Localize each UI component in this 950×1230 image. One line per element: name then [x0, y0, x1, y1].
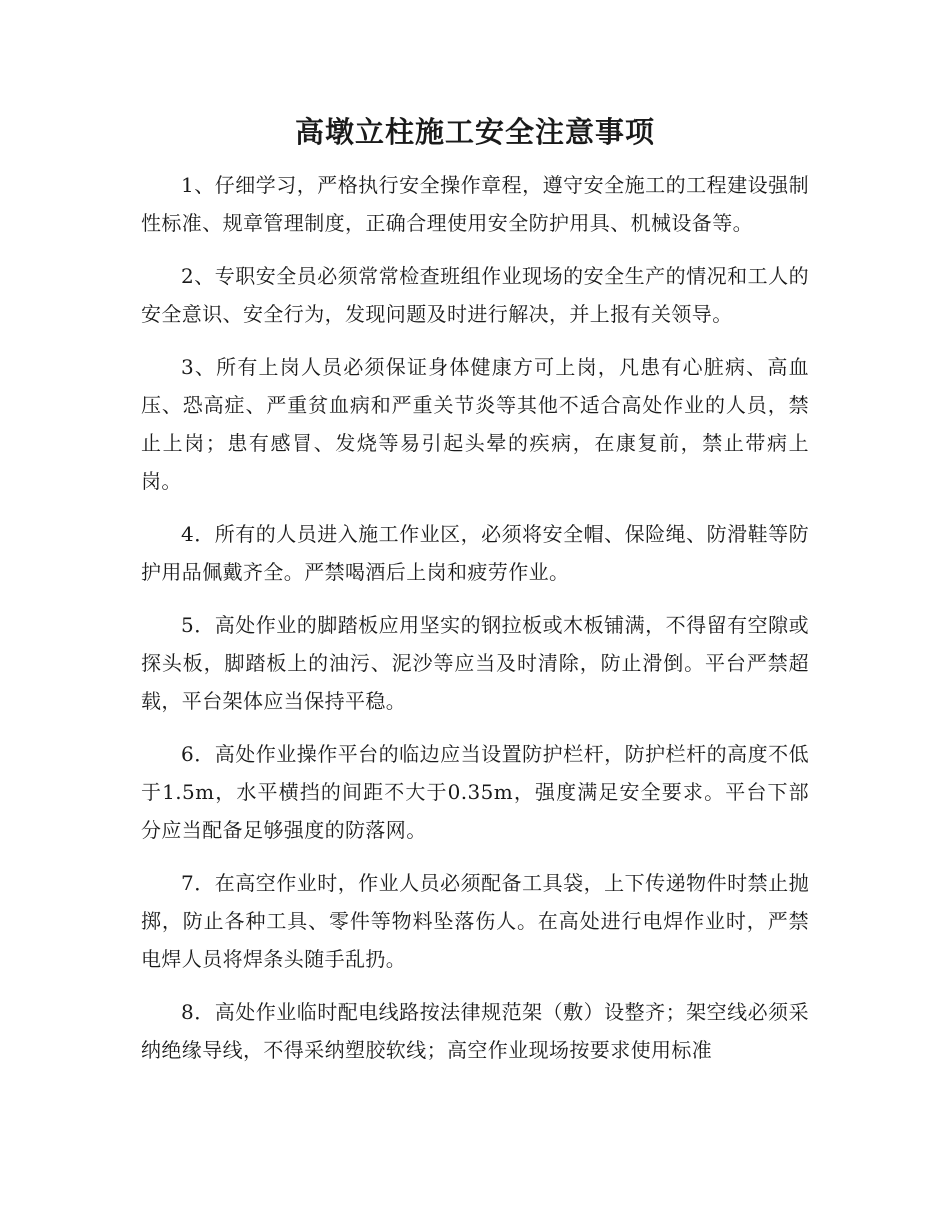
- paragraph-8: 8．高处作业临时配电线路按法律规范架（敷）设整齐；架空线必须采纳绝缘导线，不得采纳塑胶软线；高空作业现场按要求使用标准: [141, 1000, 809, 1062]
- paragraph-7: 7．在高空作业时，作业人员必须配备工具袋，上下传递物件时禁止抛掷，防止各种工具、零件等物料坠落伤人。在高处进行电焊作业时，严禁电焊人员将焊条头随手乱扔。: [141, 871, 809, 971]
- document-body: [141, 166, 809, 1084]
- paragraph-3: 3、所有上岗人员必须保证身体健康方可上岗，凡患有心脏病、高血压、恐高症、严重贫血病和严重关节炎等其他不适合高处作业的人员，禁止上岗；患有感冒、发烧等易引起头晕的疾病，在康复前，禁止带病上岗。: [141, 355, 809, 493]
- paragraph-2: 2、专职安全员必须常常检查班组作业现场的安全生产的情况和工人的安全意识、安全行为，发现问题及时进行解决，并上报有关领导。: [141, 264, 809, 326]
- paragraph-5: 5．高处作业的脚踏板应用坚实的钢拉板或木板铺满，不得留有空隙或探头板，脚踏板上的油污、泥沙等应当及时清除，防止滑倒。平台严禁超载，平台架体应当保持平稳。: [141, 613, 809, 713]
- paragraph-6: 6．高处作业操作平台的临边应当设置防护栏杆，防护栏杆的高度不低于1.5m，水平横挡的间距不大于0.35m，强度满足安全要求。平台下部分应当配备足够强度的防落网。: [141, 742, 809, 842]
- paragraph-1: 1、仔细学习，严格执行安全操作章程，遵守安全施工的工程建设强制性标准、规章管理制度，正确合理使用安全防护用具、机械设备等。: [141, 173, 809, 235]
- paragraph-4: 4．所有的人员进入施工作业区，必须将安全帽、保险绳、防滑鞋等防护用品佩戴齐全。严禁喝酒后上岗和疲劳作业。: [141, 522, 809, 584]
- document-title: 高墩立柱施工安全注意事项: [294, 115, 655, 149]
